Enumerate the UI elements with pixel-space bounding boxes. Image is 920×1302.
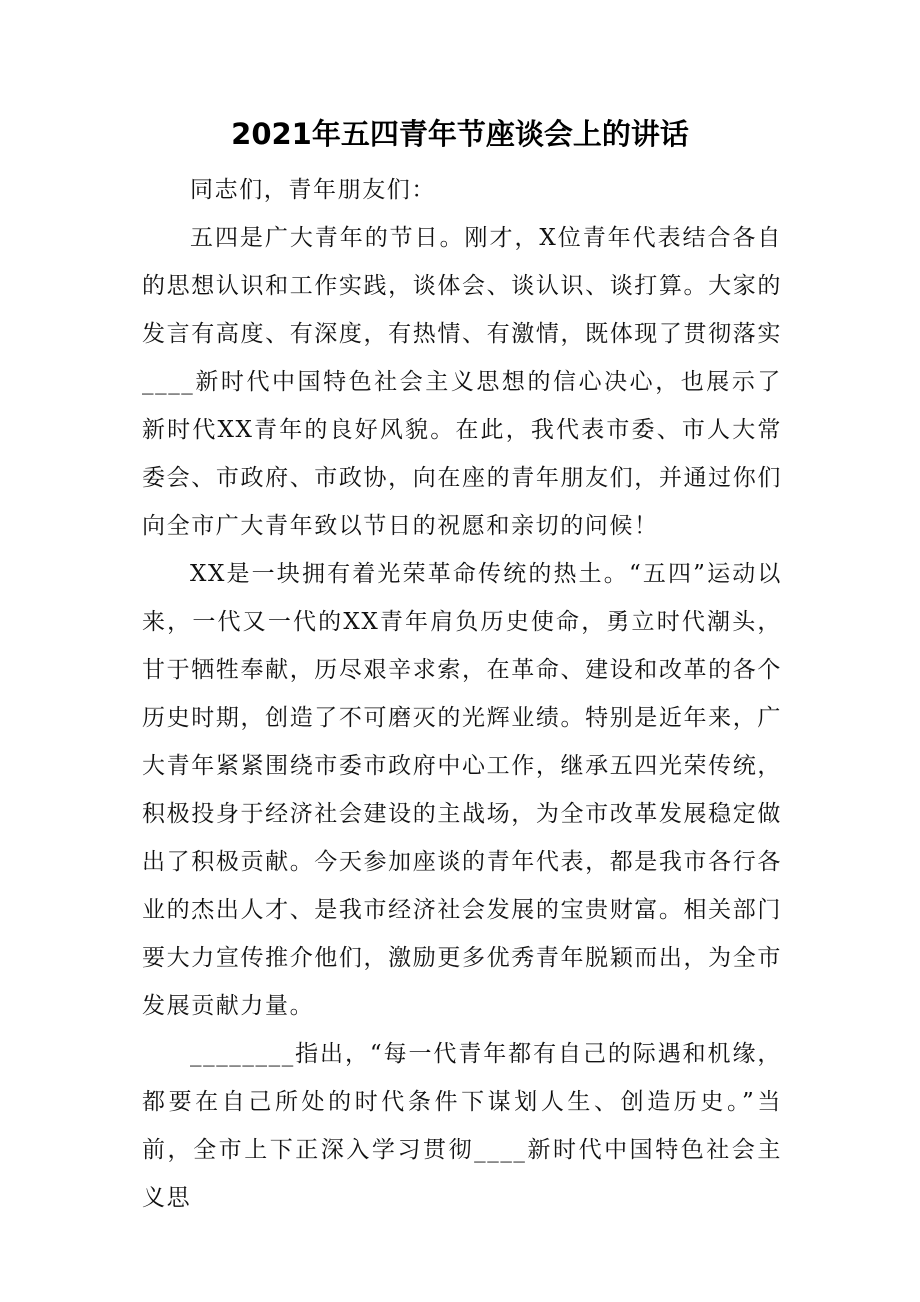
paragraph: 五四是广大青年的节日。刚才，X位青年代表结合各自的思想认识和工作实践，谈体会、谈认识、谈打算。大家的发言有高度、有深度，有热情、有激情，既体现了贯彻落实____新时代中国特色社会主义思想的信心决心，也展示了新时代XX青年的良好风貌。在此，我代表市委、市人大常委会、市政府、市政协，向在座的青年朋友们，并通过你们向全市广大青年致以节日的祝愿和亲切的问候！ xyxy=(142,225,782,539)
document-title: 2021年五四青年节座谈会上的讲话 xyxy=(231,117,689,151)
greeting-line: 同志们，青年朋友们： xyxy=(190,177,436,203)
document-body xyxy=(142,166,782,1222)
paragraph: ________指出，“每一代青年都有自己的际遇和机缘，都要在自己所处的时代条件下谋划人生、创造历史。”当前，全市上下正深入学习贯彻____新时代中国特色社会主义思 xyxy=(142,1041,782,1211)
paragraph: XX是一块拥有着光荣革命传统的热土。“五四”运动以来，一代又一代的XX青年肩负历史使命，勇立时代潮头，甘于牺牲奉献，历尽艰辛求索，在革命、建设和改革的各个历史时期，创造了不可磨灭的光辉业绩。特别是近年来，广大青年紧紧围绕市委市政府中心工作，继承五四光荣传统，积极投身于经济社会建设的主战场，为全市改革发展稳定做出了积极贡献。今天参加座谈的青年代表，都是我市各行各业的杰出人才、是我市经济社会发展的宝贵财富。相关部门要大力宣传推介他们，激励更多优秀青年脱颖而出，为全市发展贡献力量。 xyxy=(142,561,782,1019)
